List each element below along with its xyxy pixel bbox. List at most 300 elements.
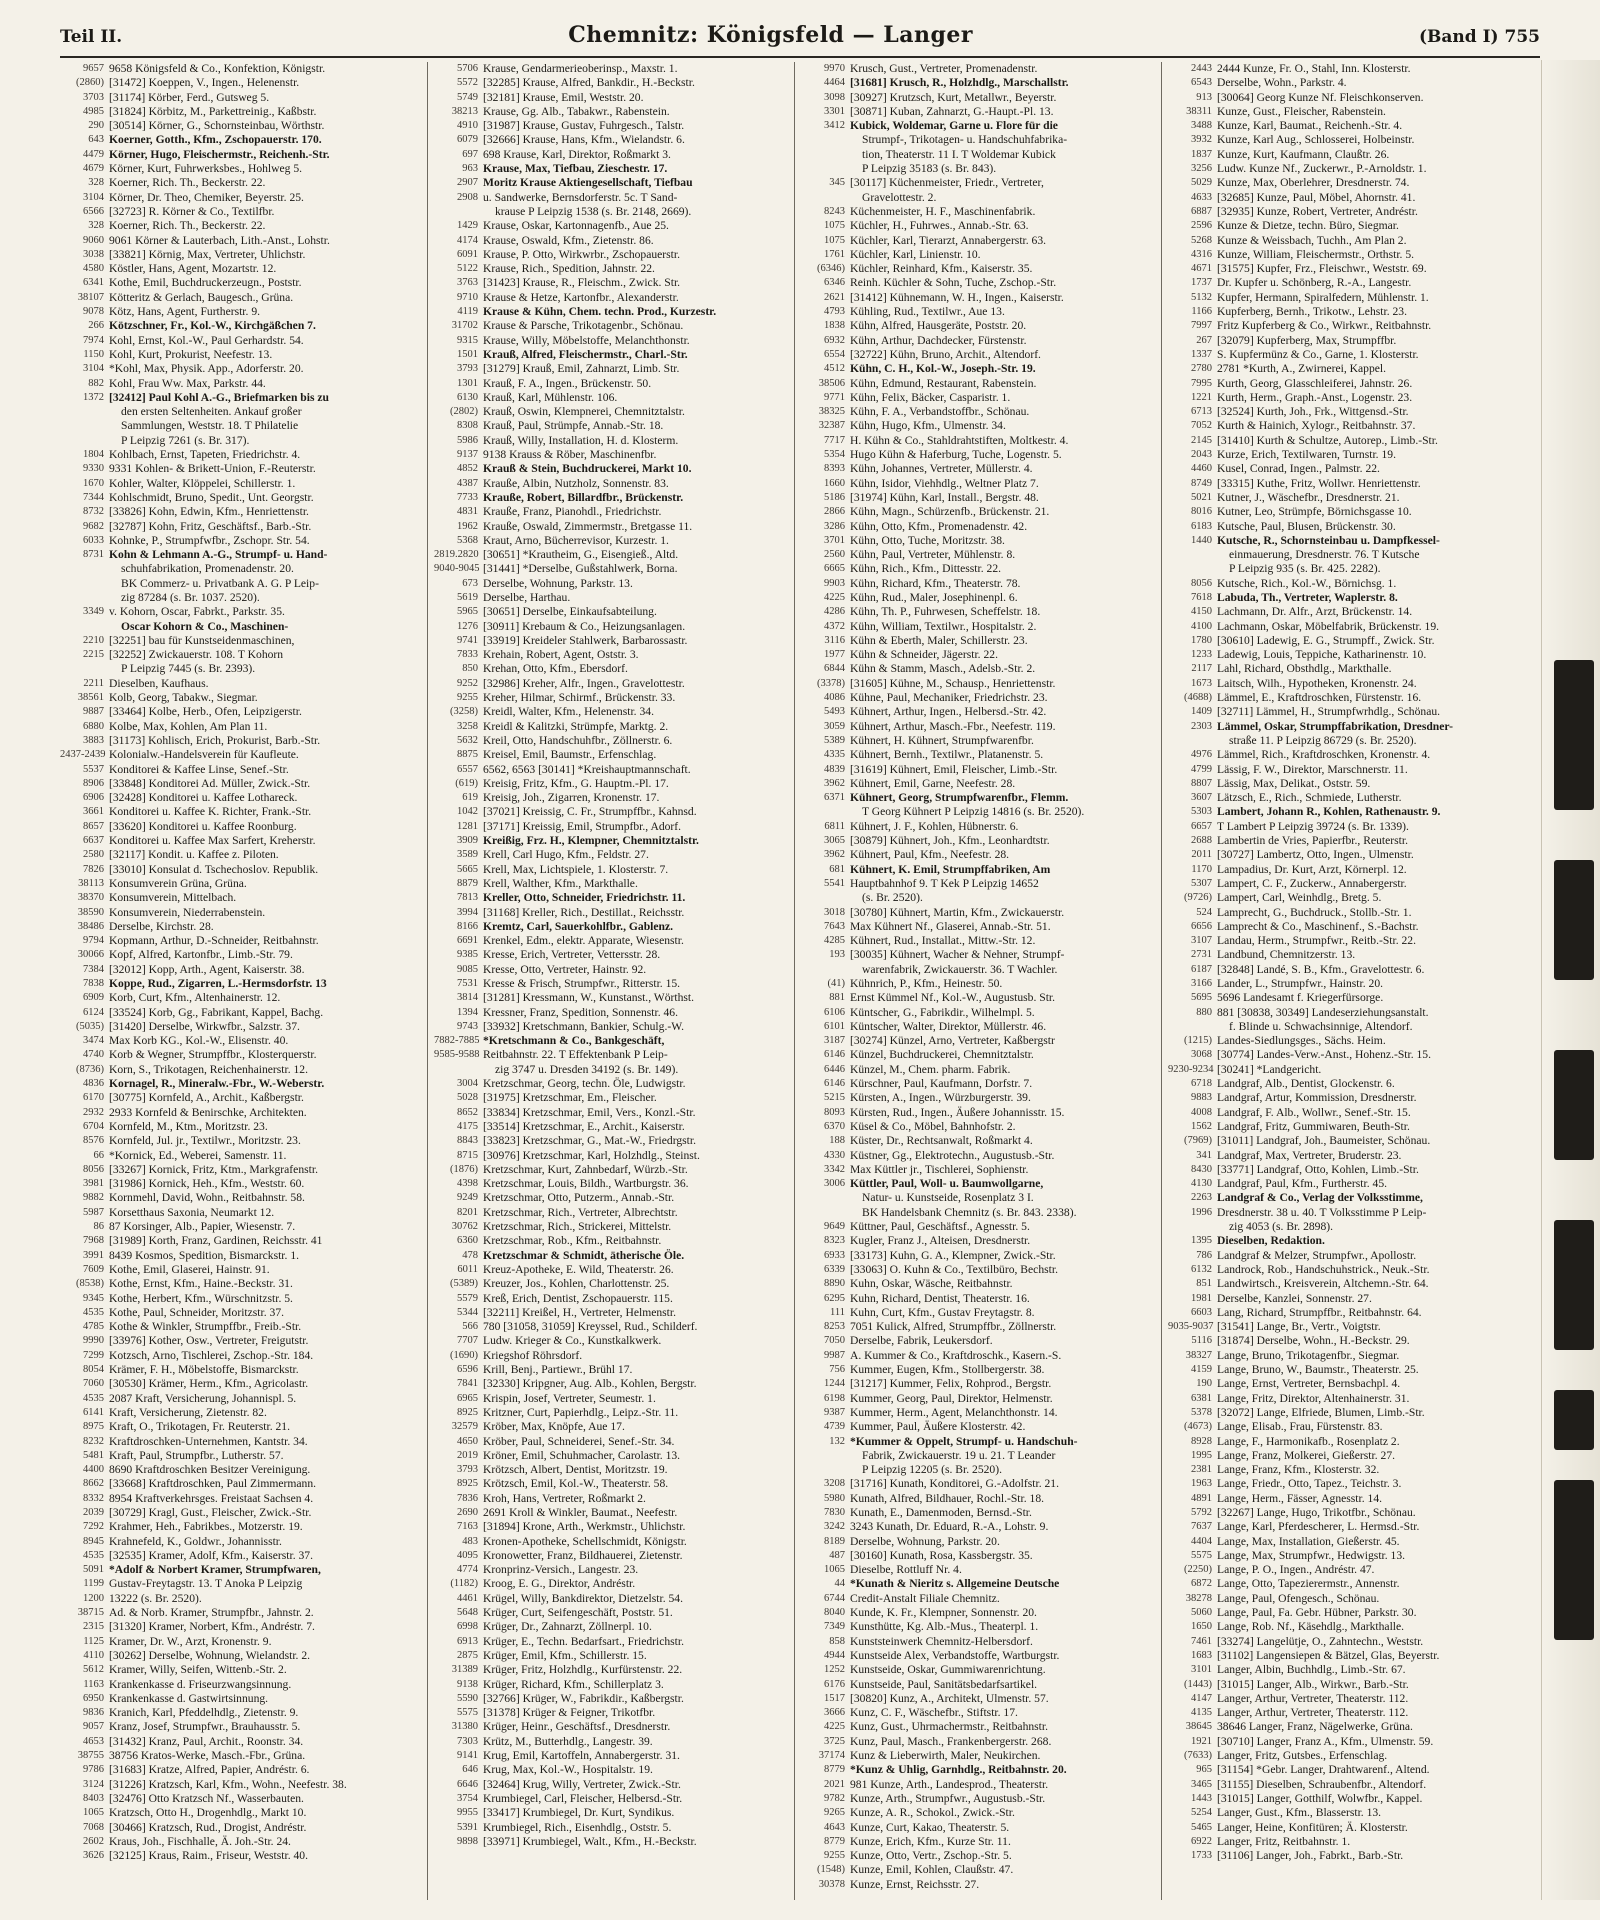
entry-text: Ladewig, Louis, Teppiche, Katharinenstr. 10. (1217, 648, 1427, 662)
phone-number: 1075 (824, 234, 845, 246)
directory-entry (60, 1163, 421, 1177)
entry-text: [31102] Langensiepen & Bätzel, Glas, Beyerstr. (1217, 1648, 1440, 1662)
directory-entry (801, 705, 1155, 719)
phone-number: 4225 (824, 591, 845, 603)
entry-text: Kretzschmar, Georg, techn. Öle, Ludwigstr. (483, 1077, 686, 1091)
phone-number: 6844 (824, 663, 845, 675)
entry-text: Landbund, Chemnitzerstr. 13. (1217, 948, 1356, 962)
phone-number: 3208 (824, 1478, 845, 1490)
phone-number: 1170 (1191, 863, 1212, 875)
directory-entry (801, 1449, 1155, 1463)
phone-number: 756 (829, 1364, 845, 1376)
directory-entry (1168, 1463, 1522, 1477)
entry-text: tion, Theaterstr. 11 I. T Woldemar Kubick (862, 147, 1056, 161)
phone-number: 4785 (83, 1321, 104, 1333)
page-title: Chemnitz: Königsfeld — Langer (568, 22, 973, 48)
phone-number: 7717 (824, 434, 845, 446)
directory-entry (1168, 720, 1522, 734)
directory-entry (434, 319, 788, 333)
entry-text: Kunze, Max, Oberlehrer, Dresdnerstr. 74. (1217, 176, 1410, 190)
phone-number: 4225 (824, 1721, 845, 1733)
directory-entry (434, 1535, 788, 1549)
phone-number: 7618 (1191, 591, 1212, 603)
phone-number: 524 (1196, 906, 1212, 918)
entry-text: [33771] Landgraf, Otto, Kohlen, Limb.-Str. (1217, 1162, 1419, 1176)
directory-entry (60, 1063, 421, 1077)
entry-text: Kohl, Ernst, Kol.-W., Paul Gerhardstr. 54. (109, 333, 304, 347)
phone-number: 1372 (83, 391, 104, 403)
directory-entry (60, 1134, 421, 1148)
entry-text: [33464] Kolbe, Herb., Ofen, Leipzigerstr. (109, 705, 302, 719)
phone-number: 9794 (83, 935, 104, 947)
phone-number: 1252 (824, 1664, 845, 1676)
directory-entry (60, 1463, 421, 1477)
directory-entry (434, 1406, 788, 1420)
entry-text: Langer, Arthur, Vertreter, Theaterstr. 112. (1217, 1706, 1409, 1720)
entry-text: Dieselben, Redaktion. (1217, 1234, 1325, 1248)
entry-text: Lange, Herm., Fässer, Agnesstr. 14. (1217, 1491, 1383, 1505)
directory-entry (1168, 1134, 1522, 1148)
directory-entry (1168, 448, 1522, 462)
phone-number: 7292 (83, 1521, 104, 1533)
phone-number: 38590 (77, 906, 104, 918)
entry-text: Kubick, Woldemar, Garne u. Flore für die (850, 119, 1058, 133)
phone-number: 4739 (824, 1421, 845, 1433)
phone-number: 3793 (457, 363, 478, 375)
entry-text: Kornmehl, David, Wohn., Reitbahnstr. 58. (109, 1191, 305, 1205)
directory-entry (60, 963, 421, 977)
entry-text: Krause, Rich., Spedition, Jahnstr. 22. (483, 262, 655, 276)
directory-entry (1168, 705, 1522, 719)
phone-number: 8928 (1191, 1435, 1212, 1447)
phone-number: 6922 (1191, 1835, 1212, 1847)
entry-text: Kopmann, Arthur, D.-Schneider, Reitbahnstr. (109, 934, 319, 948)
phone-number: 566 (462, 1321, 478, 1333)
entry-text: Lange, Max, Strumpfwr., Hedwigstr. 13. (1217, 1548, 1406, 1562)
directory-entry (1168, 1206, 1522, 1220)
phone-number: (5389) (450, 1278, 478, 1290)
directory-entry (801, 677, 1155, 691)
phone-number: 1443 (1191, 1792, 1212, 1804)
directory-entry (434, 863, 788, 877)
directory-entry (434, 534, 788, 548)
entry-text: Kusel, Conrad, Ingen., Palmstr. 22. (1217, 462, 1380, 476)
phone-number: 6130 (457, 391, 478, 403)
phone-number: 1670 (83, 477, 104, 489)
phone-number: 7344 (83, 491, 104, 503)
phone-number: 4387 (457, 477, 478, 489)
entry-text: Krütz, M., Butterhdlg., Langestr. 39. (483, 1734, 653, 1748)
directory-entry (1168, 1163, 1522, 1177)
phone-number: 4147 (1191, 1692, 1212, 1704)
entry-text: Kunze, Erich, Kfm., Kurze Str. 11. (850, 1834, 1011, 1848)
entry-text: Kühnert, Rud., Installat., Mittw.-Str. 12. (850, 934, 1036, 948)
entry-text: Kohler, Walter, Klöppelei, Schillerstr. 1. (109, 476, 296, 490)
entry-text: Kunststeinwerk Chemnitz-Helbersdorf. (850, 1634, 1033, 1648)
entry-text: [32666] Krause, Hans, Kfm., Wielandstr. 6. (483, 133, 685, 147)
entry-text: Landgraf, Paul, Kfm., Furtherstr. 45. (1217, 1177, 1388, 1191)
phone-number: 3098 (824, 91, 845, 103)
phone-number: 4679 (83, 163, 104, 175)
phone-number: 7997 (1191, 320, 1212, 332)
phone-number: (8736) (76, 1063, 104, 1075)
entry-text: Kühn & Stamm, Masch., Adelsb.-Str. 2. (850, 662, 1036, 676)
phone-number: 8975 (83, 1421, 104, 1433)
phone-number: 6744 (824, 1592, 845, 1604)
phone-number: 30762 (451, 1221, 478, 1233)
directory-entry (60, 734, 421, 748)
entry-text: Korb, Curt, Kfm., Altenhainerstr. 12. (109, 991, 281, 1005)
directory-entry (60, 1077, 421, 1091)
directory-entry (60, 720, 421, 734)
phone-number: 6665 (824, 563, 845, 575)
phone-number: 44 (834, 1578, 845, 1590)
phone-number: 3065 (824, 835, 845, 847)
phone-number: 2210 (83, 634, 104, 646)
entry-text: Derselbe, Fabrik, Leukersdorf. (850, 1334, 993, 1348)
phone-number: 8393 (824, 463, 845, 475)
entry-text: [31681] Krusch, R., Holzhdlg., Marschallstr. (850, 76, 1069, 90)
phone-number: 2932 (83, 1106, 104, 1118)
directory-entry (1168, 1091, 1522, 1105)
phone-number: (3258) (450, 706, 478, 718)
entry-text: Krauß, Paul, Strümpfe, Annab.-Str. 18. (483, 419, 664, 433)
phone-number: 267 (1196, 334, 1212, 346)
entry-text: Krötzsch, Emil, Kol.-W., Theaterstr. 58. (483, 1477, 669, 1491)
entry-text: Kühling, Rud., Textilwr., Aue 13. (850, 305, 1005, 319)
entry-text: Landes-Siedlungsges., Sächs. Heim. (1217, 1034, 1386, 1048)
entry-text: Kunz & Lieberwirth, Maler, Neukirchen. (850, 1749, 1041, 1763)
phone-number: 7461 (1191, 1635, 1212, 1647)
entry-text: Kunze & Dietze, techn. Büro, Siegmar. (1217, 219, 1399, 233)
phone-number: 8016 (1191, 506, 1212, 518)
directory-entry (60, 1649, 421, 1663)
entry-text: [33848] Konditorei Ad. Müller, Zwick.-Str. (109, 776, 311, 790)
directory-entry (60, 477, 421, 491)
phone-number: 7643 (824, 920, 845, 932)
entry-text: Kurth, Georg, Glasschleiferei, Jahnstr. 26. (1217, 376, 1413, 390)
entry-text: [30514] Körner, G., Schornsteinbau, Wörthstr. (109, 119, 325, 133)
phone-number: 6091 (457, 248, 478, 260)
phone-number: 38370 (77, 892, 104, 904)
directory-entry (434, 234, 788, 248)
phone-number: 6909 (83, 992, 104, 1004)
entry-text: [32125] Kraus, Raim., Friseur, Weststr. 40. (109, 1849, 309, 1863)
phone-number: 2019 (457, 1449, 478, 1461)
phone-number: 2263 (1191, 1192, 1212, 1204)
entry-text: Kühn, C. H., Kol.-W., Joseph.-Str. 19. (850, 362, 1036, 376)
entry-text: Kühnert, K. Emil, Strumpffabriken, Am (850, 862, 1051, 876)
entry-text: Kötteritz & Gerlach, Baugesch., Grüna. (109, 290, 294, 304)
directory-entry (801, 1506, 1155, 1520)
phone-number: 1440 (1191, 534, 1212, 546)
entry-text: *Kunz & Uhlig, Garnhdlg., Reitbahnstr. 20. (850, 1763, 1067, 1777)
directory-entry (801, 634, 1155, 648)
directory-entry (801, 1492, 1155, 1506)
directory-entry (434, 133, 788, 147)
phone-number: 1517 (824, 1692, 845, 1704)
directory-entry (1168, 248, 1522, 262)
entry-text: Dieselbe, Rottluff Nr. 4. (850, 1563, 962, 1577)
entry-text: Lange, P. O., Ingen., Andréstr. 47. (1217, 1563, 1375, 1577)
entry-text: Kunath, E., Damenmoden, Bernsd.-Str. (850, 1505, 1032, 1519)
directory-entry (60, 1363, 421, 1377)
phone-number: 6950 (83, 1692, 104, 1704)
entry-text: [32428] Konditorei u. Kaffee Lothareck. (109, 791, 298, 805)
phone-number: 5303 (1191, 806, 1212, 818)
page-section-label: Teil II. (60, 27, 123, 47)
phone-number: 4335 (824, 749, 845, 761)
entry-text: Kühn, Otto, Tuche, Moritzstr. 38. (850, 533, 1005, 547)
phone-number: 7384 (83, 963, 104, 975)
phone-number: 3166 (1191, 978, 1212, 989)
directory-entry (434, 1234, 788, 1248)
entry-text: Kummer, Georg, Paul, Direktor, Helmenstr. (850, 1391, 1053, 1405)
phone-number: 4740 (83, 1049, 104, 1061)
phone-number: 6106 (824, 1006, 845, 1018)
directory-entry (801, 1163, 1155, 1177)
phone-number: 30378 (818, 1878, 845, 1890)
directory-entry (1168, 634, 1522, 648)
directory-entry (434, 248, 788, 262)
entry-text: 38756 Kratos-Werke, Masch.-Fbr., Grüna. (109, 1749, 306, 1763)
entry-text: Kurth & Hainich, Xylogr., Reitbahnstr. 37. (1217, 419, 1416, 433)
entry-text: Kühn, Rich., Kfm., Dittesstr. 22. (850, 562, 1002, 576)
entry-text: Krüger, Heinr., Geschäftsf., Dresdnerstr. (483, 1720, 671, 1734)
phone-number: (4688) (1184, 692, 1212, 704)
entry-text: [30911] Krebaum & Co., Heizungsanlagen. (483, 619, 686, 633)
entry-text: [30651] *Krautheim, G., Eisengieß., Altd. (483, 548, 679, 562)
directory-entry (60, 176, 421, 190)
directory-entry (60, 1506, 421, 1520)
phone-number: 38506 (818, 377, 845, 389)
phone-number: 3991 (83, 1249, 104, 1261)
entry-text: Kötz, Hans, Agent, Furtherstr. 9. (109, 305, 261, 319)
phone-number: 38325 (818, 406, 845, 418)
entry-text: Krell, Max, Lichtspiele, 1. Klosterstr. 7. (483, 862, 669, 876)
phone-number: 5632 (457, 734, 478, 746)
entry-text: Kühnert, Arthur, Masch.-Fbr., Neefestr. 119. (850, 719, 1056, 733)
entry-text: Kreisig, Joh., Zigarren, Kronenstr. 17. (483, 791, 660, 805)
phone-number: 2117 (1191, 663, 1212, 675)
phone-number: 6341 (83, 277, 104, 289)
entry-text: Oscar Kohorn & Co., Maschinen- (121, 619, 289, 633)
phone-number: 7995 (1191, 377, 1212, 389)
phone-number: 1150 (83, 348, 104, 360)
directory-entry (434, 1506, 788, 1520)
entry-text: Küttner, Paul, Geschäftsf., Agnesstr. 5. (850, 1220, 1030, 1234)
entry-text: Landwirtsch., Kreisverein, Altchemn.-Str. 64. (1217, 1277, 1429, 1291)
directory-entry (1168, 691, 1522, 705)
entry-text: Kraut, Arno, Bücherrevisor, Kurzestr. 1. (483, 533, 669, 547)
entry-text: Koerner, Rich. Th., Beckerstr. 22. (109, 176, 266, 190)
phone-number: 6360 (457, 1235, 478, 1247)
directory-entry (1168, 520, 1522, 534)
phone-number: 2381 (1191, 1464, 1212, 1476)
directory-entry (801, 748, 1155, 762)
phone-number: 3301 (824, 105, 845, 117)
directory-entry (60, 291, 421, 305)
directory-entry (434, 1606, 788, 1620)
directory-entry (60, 234, 421, 248)
phone-number: 1394 (457, 1006, 478, 1018)
phone-number: 9387 (824, 1406, 845, 1418)
entry-text: Kühne, Paul, Mechaniker, Friedrichstr. 23. (850, 691, 1048, 705)
directory-entry (1168, 334, 1522, 348)
entry-text: Max Korb KG., Kol.-W., Elisenstr. 40. (109, 1034, 289, 1048)
directory-entry (801, 1606, 1155, 1620)
entry-text: Kunstseide Alex, Verbandstoffe, Wartburgstr. (850, 1648, 1060, 1662)
directory-entry (434, 1106, 788, 1120)
directory-entry (60, 1306, 421, 1320)
entry-text: *Kornick, Ed., Weberei, Samenstr. 11. (109, 1148, 287, 1162)
phone-number: 6913 (457, 1635, 478, 1647)
entry-text: Kühn & Schneider, Jägerstr. 22. (850, 648, 998, 662)
entry-text: [33620] Konditorei u. Kaffee Roonburg. (109, 819, 297, 833)
directory-entry (60, 848, 421, 862)
phone-number: 4100 (1191, 620, 1212, 632)
directory-entry (801, 648, 1155, 662)
directory-entry (434, 1020, 788, 1034)
phone-number: 3994 (457, 906, 478, 918)
phone-number: 9249 (457, 1192, 478, 1204)
directory-entry (801, 1292, 1155, 1306)
directory-entry (434, 1663, 788, 1677)
directory-entry (434, 419, 788, 433)
directory-entry (801, 105, 1155, 119)
directory-column-3 (794, 62, 1161, 1900)
phone-number: 4831 (457, 506, 478, 518)
entry-text: Kühnert, H. Kühnert, Strumpfwarenfbr. (850, 733, 1034, 747)
phone-number: 4479 (83, 148, 104, 160)
directory-entry (434, 948, 788, 962)
phone-number: 9035-9037 (1168, 1321, 1214, 1333)
directory-entry (434, 848, 788, 862)
directory-entry (1168, 734, 1522, 748)
directory-entry (801, 1678, 1155, 1692)
directory-entry (60, 305, 421, 319)
directory-entry (801, 1220, 1155, 1234)
directory-entry (801, 1177, 1155, 1191)
phone-number: 9265 (824, 1807, 845, 1819)
entry-text: Kretzschmar, Kurt, Zahnbedarf, Würzb.-Str. (483, 1162, 688, 1176)
phone-number: 6132 (1191, 1263, 1212, 1275)
directory-entry (60, 348, 421, 362)
entry-text: Kreidl, Walter, Kfm., Helenenstr. 34. (483, 705, 654, 719)
entry-text: 3243 Kunath, Dr. Eduard, R.-A., Lohstr. 9. (850, 1520, 1049, 1534)
entry-text: Kraft, Versicherung, Zietenstr. 82. (109, 1405, 267, 1419)
directory-entry (434, 1692, 788, 1706)
directory-entry (801, 391, 1155, 405)
directory-entry (801, 591, 1155, 605)
phone-number: 1650 (1191, 1621, 1212, 1633)
entry-text: Kohl, Frau Ww. Max, Parkstr. 44. (109, 376, 266, 390)
phone-number: 3101 (1191, 1664, 1212, 1676)
directory-entry (801, 1149, 1155, 1163)
entry-text: P Leipzig 7445 (s. Br. 2393). (121, 662, 256, 676)
phone-number: 9882 (83, 1192, 104, 1204)
directory-entry (434, 1034, 788, 1048)
phone-number: 6596 (457, 1364, 478, 1376)
entry-text: Lange, Elisab., Frau, Fürstenstr. 83. (1217, 1420, 1383, 1434)
entry-text: Kronowetter, Franz, Bildhauerei, Zietenstr. (483, 1548, 683, 1562)
phone-number: 1838 (824, 320, 845, 332)
entry-text: Kutsche, Rich., Kol.-W., Börnichsg. 1. (1217, 576, 1397, 590)
directory-entry (801, 720, 1155, 734)
directory-entry (801, 219, 1155, 233)
directory-entry (434, 262, 788, 276)
entry-text: [31441] *Derselbe, Gußstahlwerk, Borna. (483, 562, 678, 576)
directory-entry (434, 977, 788, 991)
phone-number: 4372 (824, 620, 845, 632)
directory-column-1 (60, 62, 427, 1900)
directory-entry (434, 891, 788, 905)
entry-text: Kratzsch, Otto H., Drogenhdlg., Markt 10. (109, 1806, 307, 1820)
phone-number: 1199 (83, 1578, 104, 1590)
entry-text: Kürsten, A., Ingen., Würzburgerstr. 39. (850, 1091, 1031, 1105)
directory-entry (434, 1277, 788, 1291)
entry-text: Kühn, F. A., Verbandstoffbr., Schönau. (850, 405, 1030, 419)
phone-number: 2819.2820 (434, 549, 479, 561)
directory-entry (1168, 1320, 1522, 1334)
directory-entry (801, 1692, 1155, 1706)
entry-text: Lampadius, Dr. Kurt, Arzt, Körnerpl. 12. (1217, 862, 1407, 876)
phone-number: 7841 (457, 1378, 478, 1390)
entry-text: Kothe, Emil, Glaserei, Hainstr. 91. (109, 1262, 270, 1276)
directory-entry (1168, 377, 1522, 391)
entry-text: Krügel, Willy, Bankdirektor, Dietzelstr. 54. (483, 1591, 683, 1605)
entry-text: Krüger, Richard, Kfm., Schillerplatz 3. (483, 1677, 664, 1691)
phone-number: 30066 (77, 949, 104, 961)
directory-entry (60, 1849, 421, 1863)
directory-entry (434, 1149, 788, 1163)
entry-text: Kummer, Herm., Agent, Melanchthonstr. 14. (850, 1405, 1058, 1419)
phone-number: 786 (1196, 1249, 1212, 1261)
entry-text: [33976] Kother, Osw., Vertreter, Freigutstr. (109, 1334, 309, 1348)
phone-number: 7813 (457, 892, 478, 904)
entry-text: Lässig, F. W., Direktor, Marschnerstr. 11. (1217, 762, 1408, 776)
directory-entry (434, 1420, 788, 1434)
entry-text: Kröber, Paul, Schneiderei, Senef.-Str. 34. (483, 1434, 675, 1448)
phone-number: 3763 (457, 277, 478, 289)
directory-entry (434, 1206, 788, 1220)
directory-entry (60, 1377, 421, 1391)
directory-entry (60, 1678, 421, 1692)
entry-text: Kreidl & Kalitzki, Strümpfe, Marktg. 2. (483, 719, 669, 733)
directory-entry (60, 419, 421, 433)
entry-text: Korb & Wegner, Strumpffbr., Klosterquerstr. (109, 1048, 317, 1062)
entry-text: Kunze, Arth., Strumpfwr., Augustusb.-Str. (850, 1791, 1046, 1805)
directory-entry (434, 1463, 788, 1477)
entry-text: Kraft, O., Trikotagen, Fr. Reuterstr. 21. (109, 1420, 290, 1434)
directory-entry (1168, 262, 1522, 276)
directory-entry (801, 1749, 1155, 1763)
entry-text: Kramer, Willy, Seifen, Wittenb.-Str. 2. (109, 1663, 287, 1677)
directory-entry (1168, 91, 1522, 105)
phone-number: 3626 (83, 1850, 104, 1862)
phone-number: 3242 (824, 1521, 845, 1533)
directory-entry (60, 948, 421, 962)
directory-entry (801, 1406, 1155, 1420)
directory-entry (60, 1349, 421, 1363)
directory-entry (434, 1263, 788, 1277)
directory-entry (1168, 491, 1522, 505)
directory-entry (1168, 1720, 1522, 1734)
phone-number: 1200 (83, 1592, 104, 1604)
phone-number: 1395 (1191, 1235, 1212, 1247)
entry-text: Kürschner, Paul, Kaufmann, Dorfstr. 7. (850, 1077, 1033, 1091)
phone-number: 1963 (1191, 1478, 1212, 1490)
